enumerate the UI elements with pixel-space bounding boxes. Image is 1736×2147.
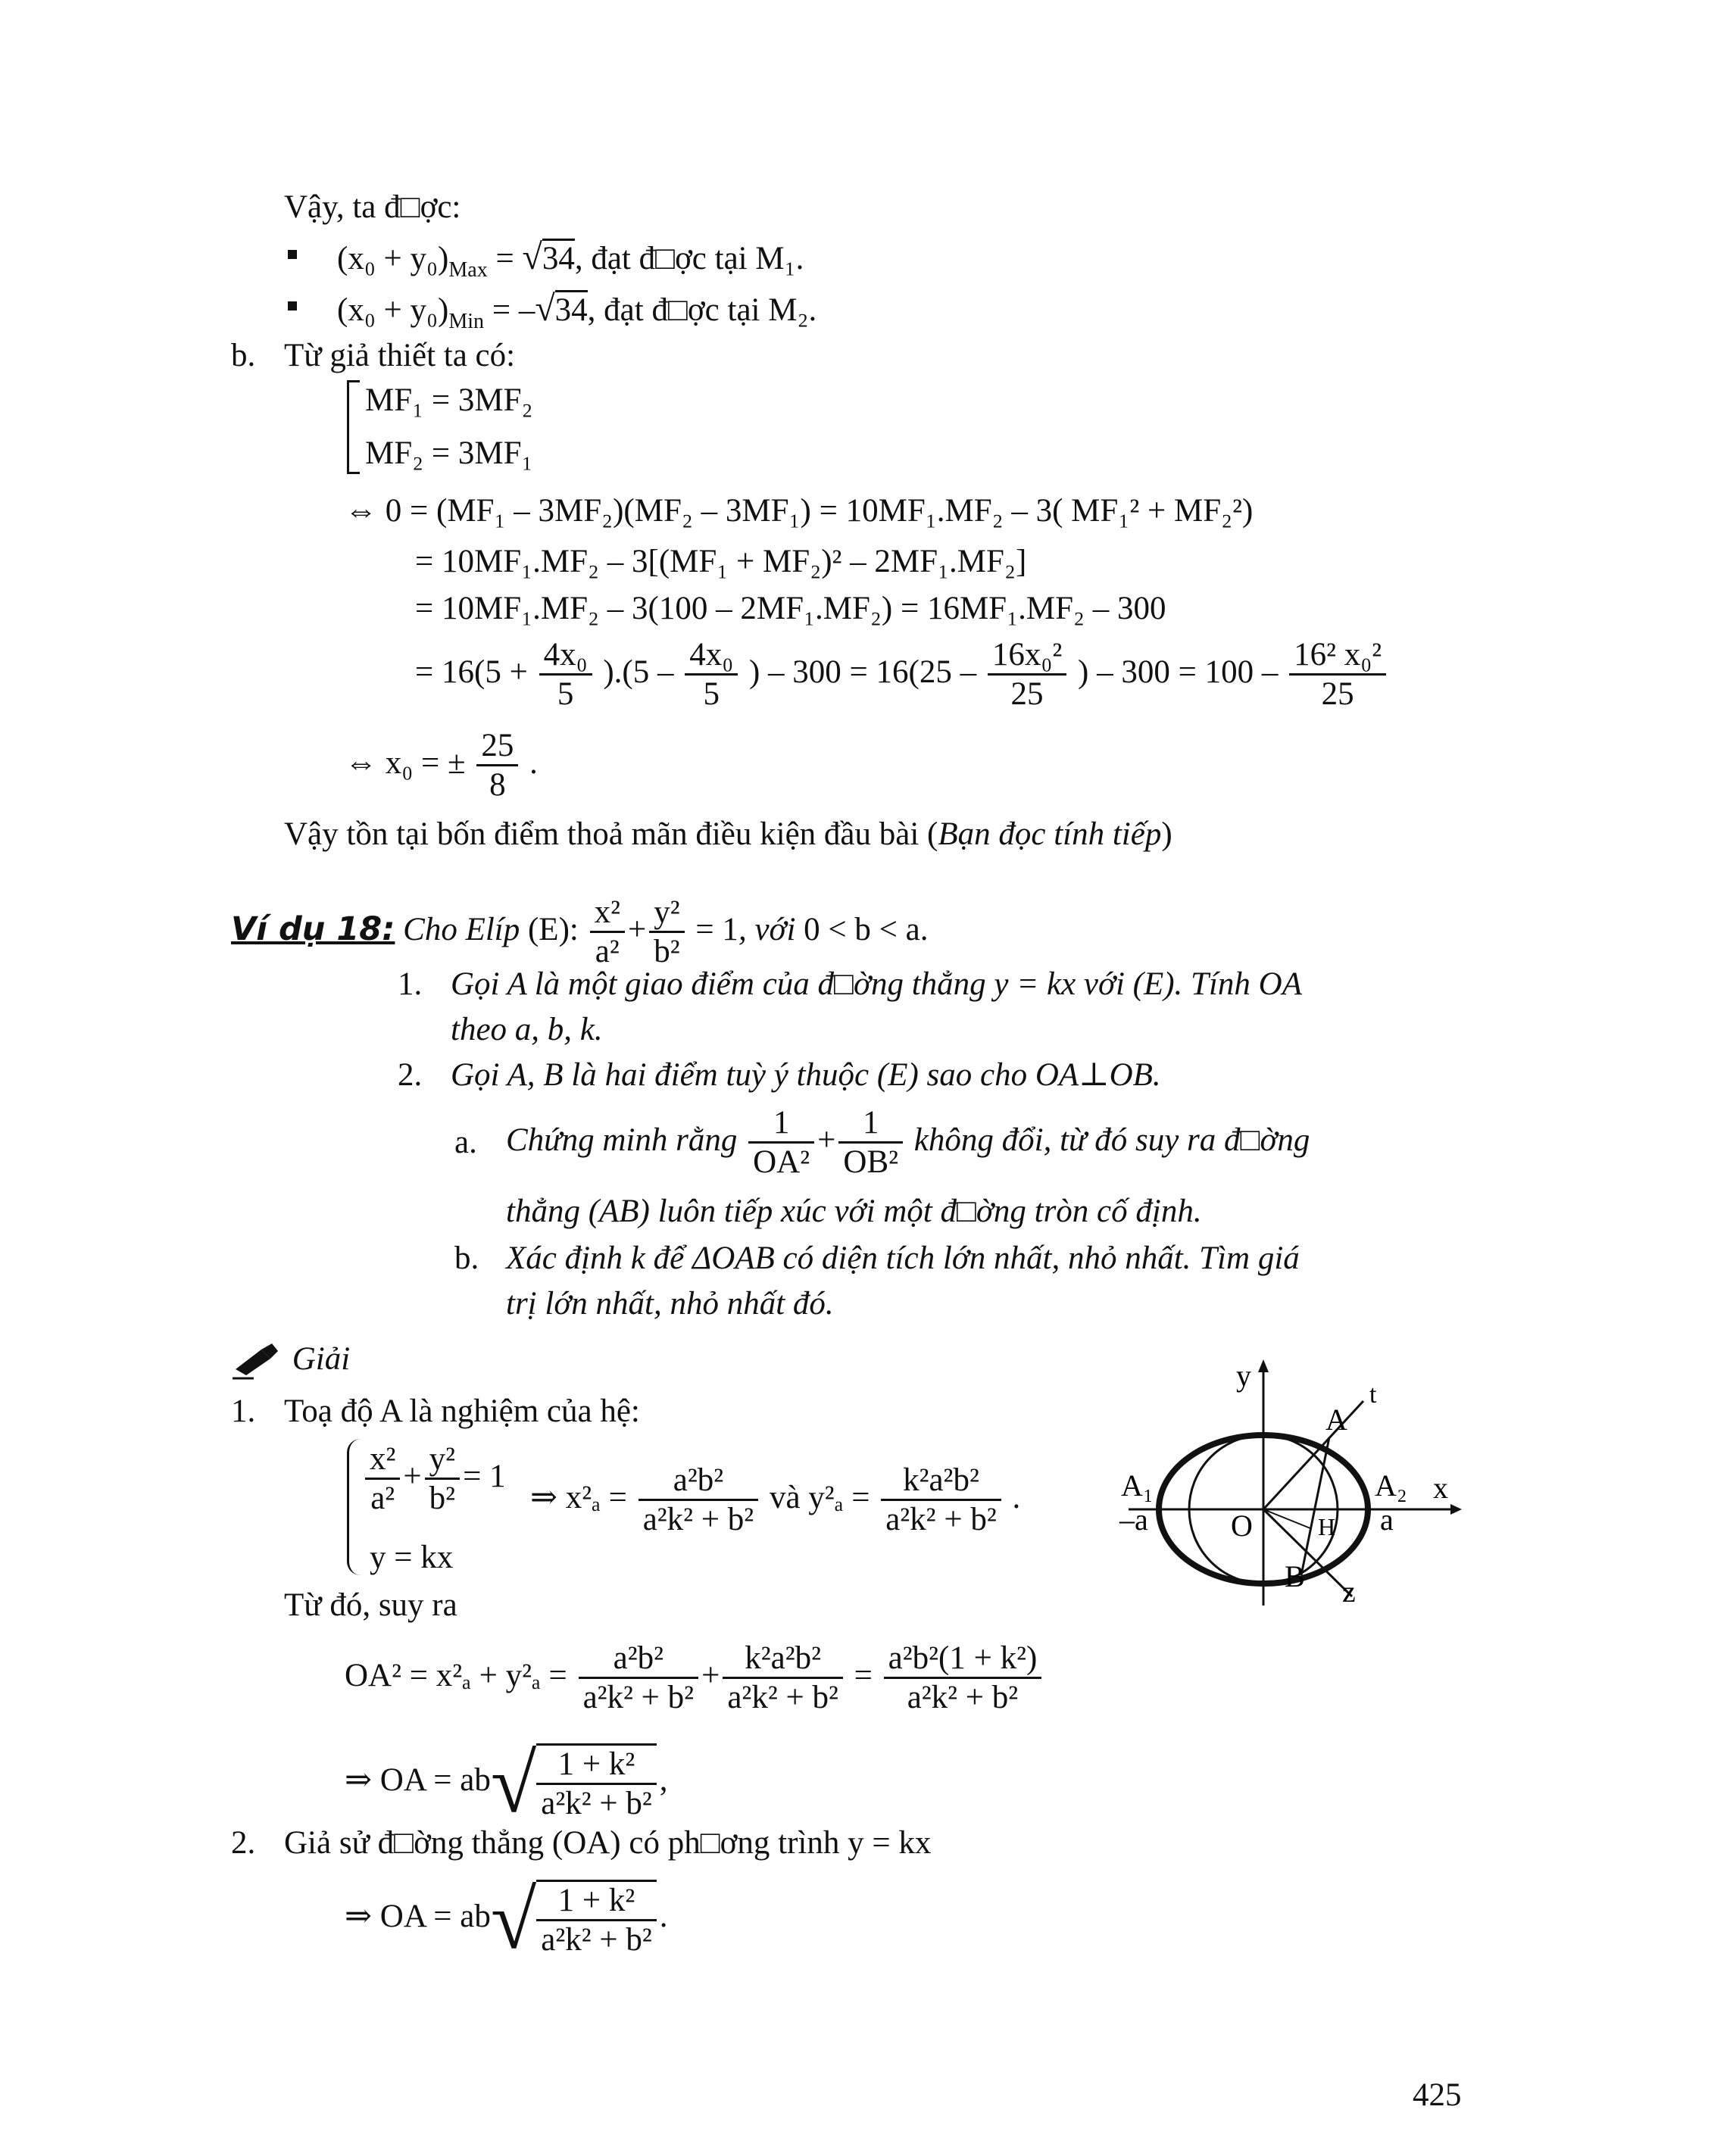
part-b-intro: Từ giả thiết ta có: — [284, 338, 516, 373]
system-eq-1: MF₁ = 3MF₂ — [365, 382, 533, 418]
bullet — [288, 250, 297, 259]
point-h-label: H — [1318, 1513, 1336, 1540]
system-row-1: $\frac{\text{x²}}{\text{a²}}$ + $\frac{\text{y²}}{\text{b²}}$ = 1 — [362, 1440, 506, 1518]
question-2b-line-1: Xác định k để ΔOAB có diện tích lớn nhất, nhỏ nhất. Tìm giá — [506, 1240, 1300, 1276]
ellipse-figure — [1106, 1356, 1462, 1613]
y-label: y — [1236, 1359, 1251, 1393]
part-b-conclusion: Vậy tồn tại bốn điểm thoả mãn điều kiện đầu bài (Bạn đọc tính tiếp) — [284, 816, 1172, 852]
pos-a-label: a — [1380, 1503, 1394, 1537]
system-eq-2: MF₂ = 3MF₁ — [365, 435, 533, 471]
question-2b-line-2: trị lớn nhất, nhỏ nhất đó. — [506, 1286, 834, 1322]
y-axis-arrow-icon — [1258, 1359, 1269, 1372]
neg-a-label: –a — [1119, 1503, 1148, 1537]
point-a1-label: A₁ — [1121, 1468, 1154, 1503]
example-heading: Ví dụ 18: Cho Elíp (E): $\frac{\text{x²}}{\text{a²}}$ + $\frac{\text{y²}}{\text{b²}}$ = 1, với 0 < b < a. — [231, 894, 929, 970]
derivation-line-1: ⇔ 0 = (MF₁ – 3MF₂)(MF₂ – 3MF₁) = 10MF₁.MF₂ – 3( MF₁² + MF₂²) — [345, 493, 1254, 529]
derivation-line-5: ⇔ x₀ = ± $\frac{25}{8}$ . — [345, 728, 538, 804]
origin-label: O — [1231, 1509, 1253, 1543]
writing-hand-icon — [231, 1342, 284, 1381]
question-2-text: Gọi A, B là hai điểm tuỳ ý thuộc (E) sao cho OA⊥OB. — [451, 1057, 1161, 1093]
solution-heading: Giải — [231, 1342, 350, 1381]
example-label: Ví dụ 18: — [231, 910, 395, 948]
point-a2-label: A₂ — [1375, 1468, 1407, 1503]
conclusion-intro: Vậy, ta đ□ợc: — [284, 189, 461, 225]
x-label: x — [1433, 1471, 1448, 1505]
z-label: z — [1342, 1574, 1356, 1609]
oa-result-line: ⇒ OA = ab√ $\frac{\text{1 + k²}}{\text{a²k² + b²}}$ , — [345, 1737, 668, 1830]
question-2a-label: a. — [454, 1125, 477, 1160]
coordinates-line: ⇒ x²ₐ = $\frac{\text{a²b²}}{\text{a²k² + b²}}$ và y²ₐ = $\frac{\text{k²a²b²}}{\text{a²k² + b²}}$ . — [530, 1462, 1021, 1538]
segment-oh — [1263, 1509, 1310, 1528]
x-axis-arrow-icon — [1450, 1504, 1462, 1515]
oa-result-line-2: ⇒ OA = ab√ $\frac{\text{1 + k²}}{\text{a²k² + b²}}$ . — [345, 1874, 668, 1966]
system-bracket — [347, 380, 360, 474]
question-1-line-2: theo a, b, k. — [451, 1012, 603, 1047]
oa-squared-line: OA² = x²ₐ + y²ₐ = $\frac{\text{a²b²}}{\text{a²k² + b²}}$ + $\frac{\text{k²a²b²}}{\text{a²k² + b²}}$ = $\frac{\text{a²b²(1 + k²)}}{\text{a²k² + b²}}$ — [345, 1640, 1044, 1717]
ray-ot — [1263, 1401, 1363, 1509]
step-1-intro: Toạ độ A là nghiệm của hệ: — [284, 1393, 640, 1429]
therefore-text: Từ đó, suy ra — [284, 1587, 457, 1623]
question-2a-line-1: Chứng minh rằng $\frac{1}{\text{OA²}}$ + $\frac{1}{\text{OB²}}$ không đổi, từ đó suy ra đ□ờng — [506, 1105, 1310, 1181]
page-number: 425 — [1413, 2077, 1462, 2113]
question-2-number: 2. — [398, 1057, 423, 1093]
derivation-line-2: = 10MF₁.MF₂ – 3[(MF₁ + MF₂)² – 2MF₁.MF₂] — [415, 544, 1027, 579]
question-2b-label: b. — [454, 1240, 479, 1276]
derivation-line-3: = 10MF₁.MF₂ – 3(100 – 2MF₁.MF₂) = 16MF₁.MF₂ – 300 — [415, 591, 1166, 626]
step-2-text: Giả sử đ□ờng thẳng (OA) có ph□ơng trình y = kx — [284, 1825, 932, 1861]
part-b-label: b. — [231, 338, 256, 373]
step-2-number: 2. — [231, 1825, 256, 1861]
question-1-line-1: Gọi A là một giao điểm của đ□ờng thẳng y = kx với (E). Tính OA — [451, 966, 1302, 1002]
min-result: $(x_0 + y_0)_{Min} = -√34$, đạt đ□ợc tại M₂. — [337, 289, 817, 333]
step-1-number: 1. — [231, 1393, 256, 1429]
system-row-2: y = kx — [370, 1540, 454, 1575]
bullet — [288, 301, 297, 311]
t-label: t — [1369, 1381, 1377, 1409]
chord-ab — [1301, 1437, 1329, 1575]
question-2a-line-2: thẳng (AB) luôn tiếp xúc với một đ□ờng tròn cố định. — [506, 1194, 1202, 1229]
point-a-label: A — [1325, 1403, 1347, 1437]
derivation-line-4: = 16(5 + $\frac{\text{4x₀}}{5}$ ).(5 – $\frac{\text{4x₀}}{5}$ ) – 300 = 16(25 – $\frac{\text{16x₀²}}{25}$ ) – 300 = 100 – $\frac{\text{16² x₀²}}{25}$ — [415, 636, 1389, 713]
point-b-label: B — [1285, 1559, 1305, 1593]
max-result: $(x_0 + y_0)_{Max} = √34$, đạt đ□ợc tại M₁. — [337, 237, 804, 282]
question-1-number: 1. — [398, 966, 423, 1002]
